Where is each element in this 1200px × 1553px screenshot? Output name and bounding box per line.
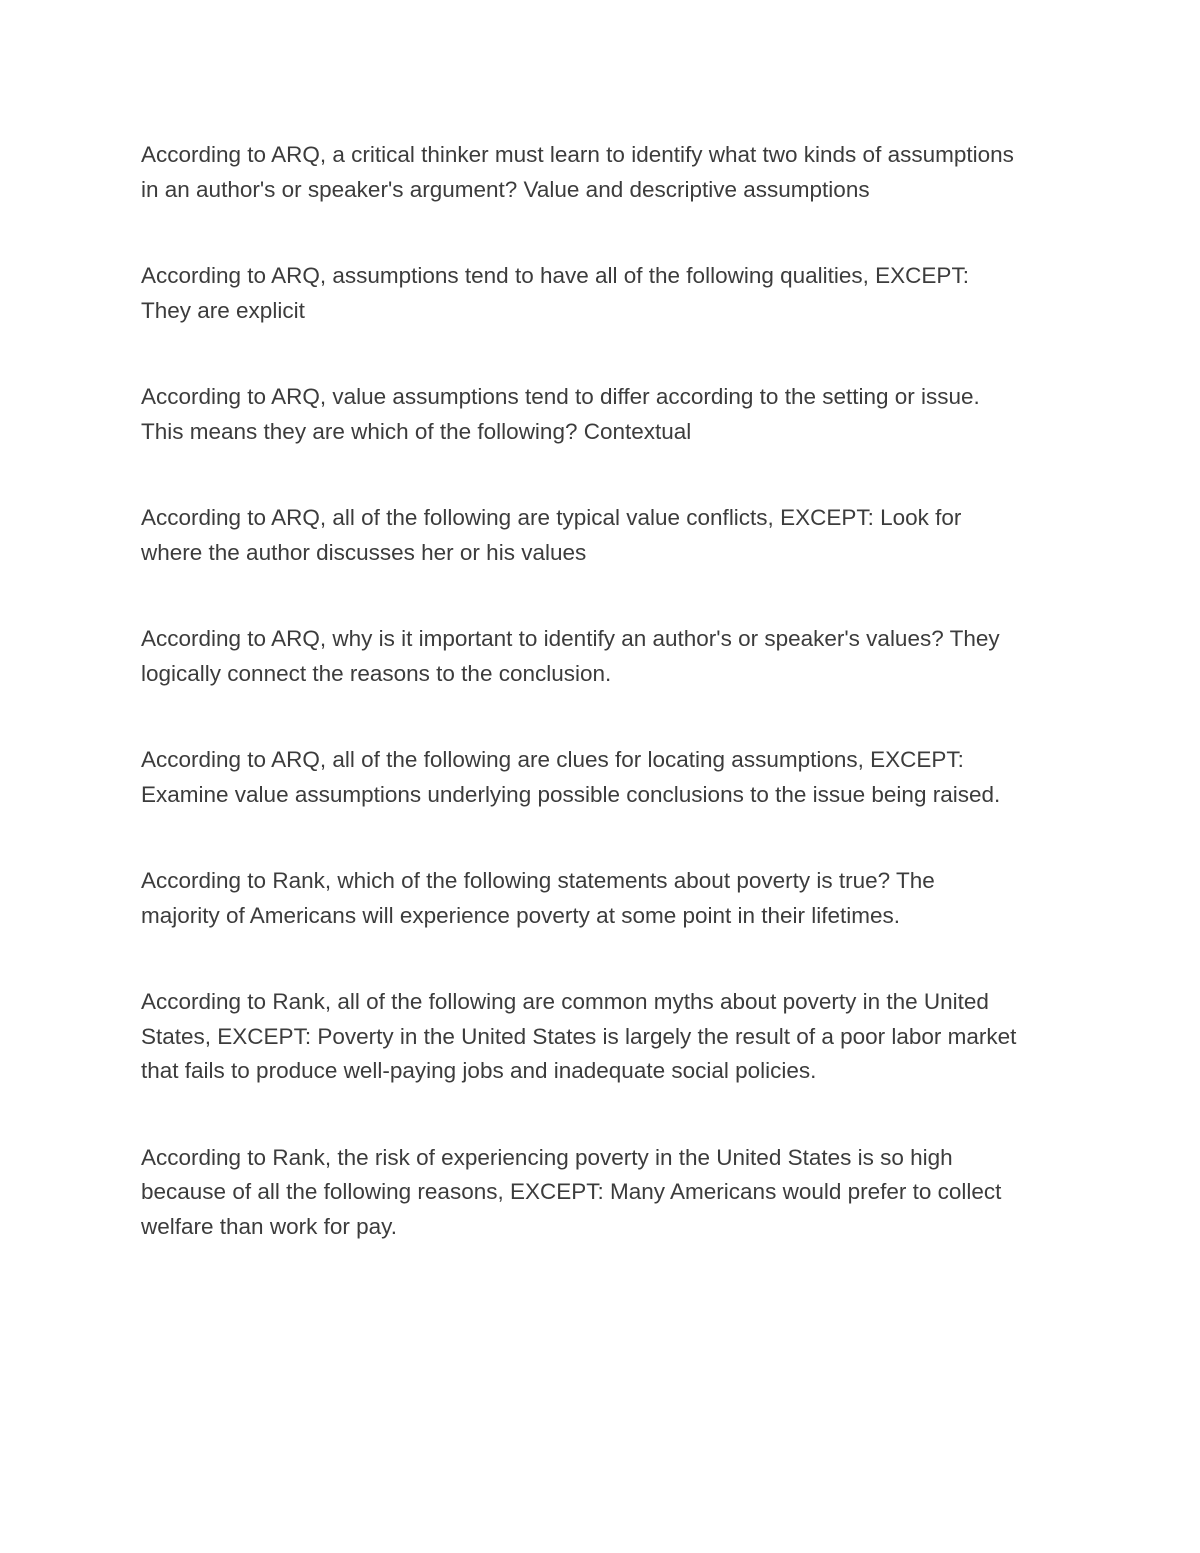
qa-text-line: that fails to produce well-paying jobs and inadequate social policies. [141, 1058, 817, 1083]
qa-text-line: According to Rank, all of the following are common myths about poverty in the United [141, 989, 989, 1014]
qa-item [141, 622, 1066, 691]
qa-item [141, 380, 1066, 449]
qa-text-line: because of all the following reasons, EXCEPT: Many Americans would prefer to collect [141, 1179, 1002, 1204]
qa-text-line: where the author discusses her or his values [141, 539, 587, 565]
qa-item [141, 259, 1066, 328]
qa-item [141, 138, 1066, 207]
document-body [141, 138, 1066, 1296]
qa-text-line: majority of Americans will experience poverty at some point in their lifetimes. [141, 902, 901, 928]
qa-text-line: States, EXCEPT: Poverty in the United States is largely the result of a poor labor market [141, 1023, 1017, 1049]
qa-text-line: They are explicit [141, 297, 305, 323]
qa-text-line: According to Rank, the risk of experiencing poverty in the United States is so high [141, 1144, 953, 1170]
qa-text-line: According to ARQ, assumptions tend to have all of the following qualities, EXCEPT: [141, 263, 969, 288]
qa-text-line: According to ARQ, a critical thinker must learn to identify what two kinds of assumptions [141, 142, 1014, 167]
qa-item [141, 743, 1066, 812]
qa-text-line: Examine value assumptions underlying possible conclusions to the issue being raised. [141, 781, 1001, 807]
qa-text-line: This means they are which of the following? Contextual [141, 418, 692, 444]
qa-item [141, 501, 1066, 570]
qa-text-line: in an author's or speaker's argument? Value and descriptive assumptions [141, 176, 870, 202]
qa-text-line: According to ARQ, all of the following are typical value conflicts, EXCEPT: Look for [141, 505, 962, 530]
qa-text-line: According to Rank, which of the following statements about poverty is true? The [141, 868, 935, 893]
qa-item [141, 985, 1066, 1089]
qa-text-line: According to ARQ, value assumptions tend to differ according to the setting or issue. [141, 384, 980, 409]
qa-text-line: welfare than work for pay. [141, 1213, 397, 1239]
qa-text-line: logically connect the reasons to the conclusion. [141, 660, 612, 686]
qa-text-line: According to ARQ, why is it important to identify an author's or speaker's values? They [141, 626, 1000, 651]
qa-text-line: According to ARQ, all of the following are clues for locating assumptions, EXCEPT: [141, 747, 964, 772]
qa-item [141, 864, 1066, 933]
qa-item [141, 1141, 1066, 1245]
